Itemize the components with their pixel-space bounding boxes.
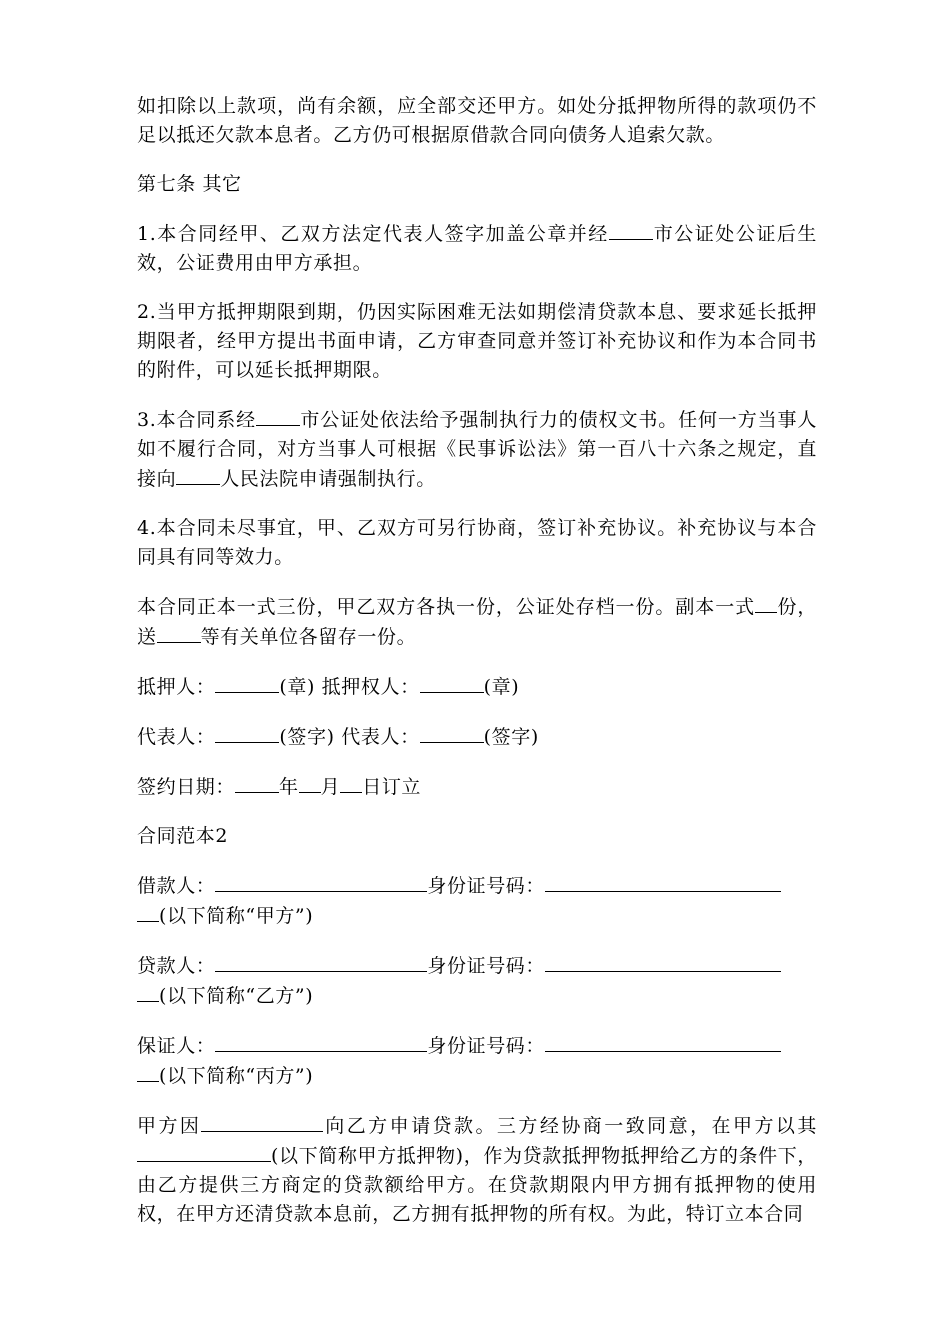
signing-date-line — [137, 772, 817, 802]
month-label: 月 — [320, 776, 341, 798]
clause-3-text-a: 3.本合同系经 — [137, 409, 257, 431]
paragraph-remaining-balance: 如扣除以上款项，尚有余额，应全部交还甲方。如处分抵押物所得的款项仍不足以抵还欠款本息者。乙方仍可根据原借款合同向债务人追索欠款。 — [137, 95, 817, 146]
guarantor-id-label: 身份证号码： — [427, 1035, 546, 1057]
clause-3-text-c: 人民法院申请强制执行。 — [220, 468, 436, 490]
blank-borrower-name[interactable] — [215, 871, 427, 892]
guarantor-alias: (以下简称“丙方”) — [159, 1065, 314, 1087]
blank-court[interactable] — [176, 464, 220, 485]
blank-mortgagor[interactable] — [215, 672, 279, 693]
clause-4: 4.本合同未尽事宜，甲、乙双方可另行协商，签订补充协议。补充协议与本合同具有同等效力。 — [137, 517, 817, 568]
signing-date-label: 签约日期： — [137, 776, 236, 798]
signature-label: (签字) — [483, 726, 539, 748]
clause-2: 2.当甲方抵押期限到期，仍因实际困难无法如期偿清贷款本息、要求延长抵押期限者，经甲方提出书面申请，乙方审查同意并签订补充协议和作为本合同书的附件，可以延长抵押期限。 — [137, 301, 817, 381]
blank-lender-id-cont[interactable] — [137, 981, 159, 1002]
borrower-label: 借款人： — [137, 875, 216, 897]
blank-guarantor-name[interactable] — [215, 1031, 427, 1052]
lender-label: 贷款人： — [137, 955, 216, 977]
contract-template-2-heading: 合同范本2 — [137, 825, 229, 847]
copies-paragraph — [137, 592, 817, 652]
blank-notary-city[interactable] — [609, 219, 653, 240]
blank-month[interactable] — [299, 772, 321, 793]
lender-alias: (以下简称“乙方”) — [159, 985, 314, 1007]
representative-label-2: (签字) 代表人： — [279, 726, 420, 748]
signature-line-mortgagor — [137, 672, 817, 702]
clause-1 — [137, 219, 817, 278]
lender-id-label: 身份证号码： — [427, 955, 546, 977]
article-heading: 第七条 其它 — [137, 173, 242, 195]
blank-representative-1[interactable] — [215, 722, 279, 743]
signature-line-representatives — [137, 722, 817, 752]
representative-label-1: 代表人： — [137, 726, 216, 748]
blank-recipients[interactable] — [157, 622, 201, 643]
blank-guarantor-id[interactable] — [545, 1031, 781, 1052]
blank-lender-name[interactable] — [215, 951, 427, 972]
seal-label: (章) — [483, 676, 520, 698]
document-body — [137, 92, 817, 1249]
blank-lender-id[interactable] — [545, 951, 781, 972]
mortgagee-label: (章) 抵押权人： — [279, 676, 420, 698]
borrower-id-label: 身份证号码： — [427, 875, 546, 897]
lender-line — [137, 951, 817, 1011]
blank-day[interactable] — [340, 772, 362, 793]
blank-guarantor-id-cont[interactable] — [137, 1061, 159, 1082]
year-label: 年 — [279, 776, 299, 798]
preamble-text-a: 甲方因 — [137, 1115, 202, 1137]
blank-year[interactable] — [235, 772, 279, 793]
blank-representative-2[interactable] — [420, 722, 484, 743]
guarantor-line — [137, 1031, 817, 1091]
guarantor-label: 保证人： — [137, 1035, 216, 1057]
blank-notary-city-2[interactable] — [256, 405, 300, 426]
clause-3-text-b: 市公证处依法给予强制执行力的债权文书。任何一方当事人如不履行合同，对方当事人可根据《民事诉讼法》第一百八十六条之规定，直接向 — [137, 409, 817, 490]
clause-1-text-b: 市公证处公证后生效，公证费用由甲方承担。 — [137, 223, 817, 274]
day-label: 日订立 — [362, 776, 422, 798]
blank-loan-purpose[interactable] — [201, 1111, 323, 1132]
blank-borrower-id[interactable] — [545, 871, 781, 892]
clause-3 — [137, 405, 817, 494]
preamble-text-b: 向乙方申请贷款。三方经协商一致同意，在甲方以其 — [323, 1115, 817, 1137]
clause-1-text-a: 1.本合同经甲、乙双方法定代表人签字加盖公章并经 — [137, 223, 609, 245]
preamble-text-c: (以下简称甲方抵押物)，作为贷款抵押物抵押给乙方的条件下，由乙方提供三方商定的贷款额给甲方。在贷款期限内甲方拥有抵押物的使用权，在甲方还清贷款本息前，乙方拥有抵押物的所有权。为此，特订立本合同 — [137, 1145, 817, 1225]
copies-text-c: 等有关单位各留存一份。 — [200, 626, 417, 648]
borrower-line — [137, 871, 817, 931]
copies-text-a: 本合同正本一式三份，甲乙双方各执一份，公证处存档一份。副本一式 — [137, 596, 756, 618]
blank-borrower-id-cont[interactable] — [137, 901, 159, 922]
mortgagor-label: 抵押人： — [137, 676, 216, 698]
blank-mortgagee[interactable] — [420, 672, 484, 693]
copies-text-b: 份，送 — [137, 596, 818, 648]
blank-collateral[interactable] — [137, 1141, 271, 1162]
borrower-alias: (以下简称“甲方”) — [159, 905, 314, 927]
blank-copies-count[interactable] — [755, 592, 777, 613]
contract-preamble — [137, 1111, 817, 1229]
